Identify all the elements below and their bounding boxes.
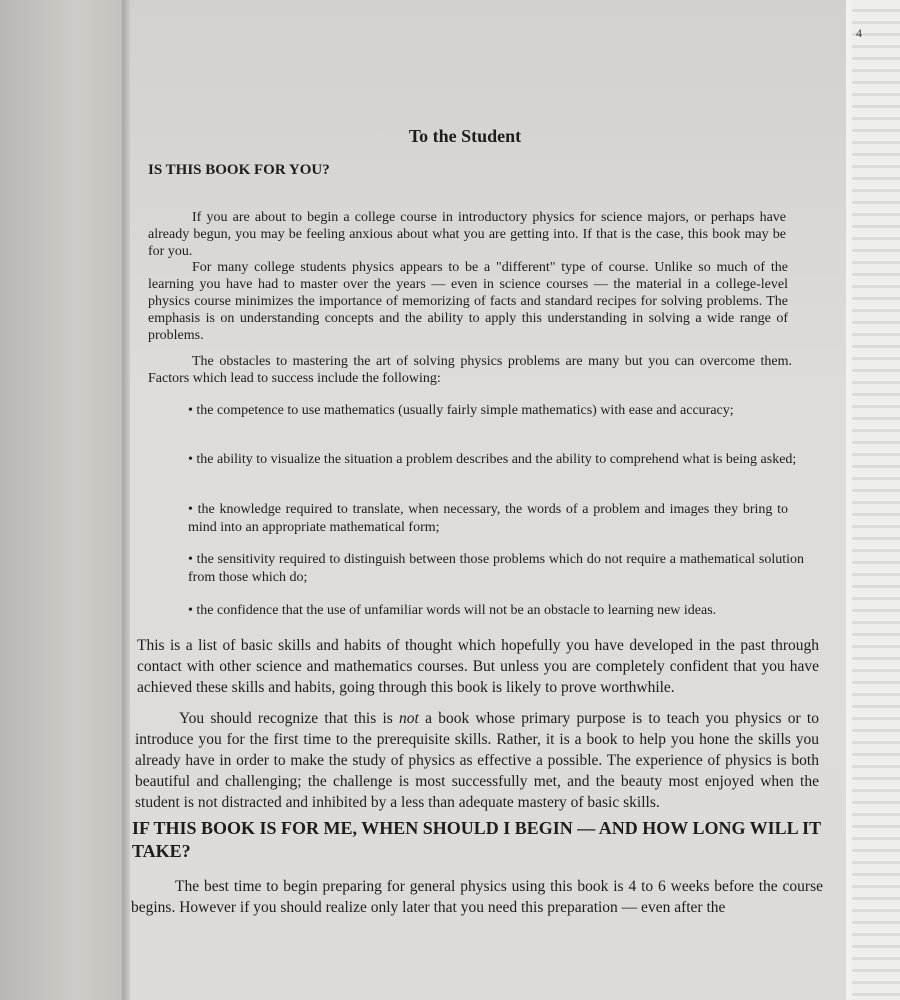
text: You should recognize that this is bbox=[179, 710, 400, 727]
background-surface bbox=[848, 0, 900, 1000]
page-title: To the Student bbox=[408, 126, 522, 146]
bullet-item: • the ability to visualize the situation a problem describes and the ability to comprehend what is being asked; bbox=[188, 452, 797, 467]
bullet-item: • the confidence that the use of unfamiliar words will not be an obstacle to learning new ideas. bbox=[188, 603, 717, 618]
section-heading: IF THIS BOOK IS FOR ME, WHEN SHOULD I BEGIN — AND HOW LONG WILL IT TAKE? bbox=[132, 818, 821, 861]
paragraph bbox=[135, 708, 819, 813]
paragraph: For many college students physics appears to be a "different" type of course. Unlike so much of the learning you have had to master over the years — even in science courses — the material in a college-level physics course minimizes the importance of memorizing of facts and standard recipes for solving problems. The emphasis is on understanding concepts and the ability to apply this understanding in solving a wide range of problems. bbox=[148, 260, 788, 343]
page-mark: 4 bbox=[856, 26, 862, 40]
page-edge bbox=[846, 0, 852, 1000]
emphasis: not bbox=[399, 710, 419, 727]
paragraph: This is a list of basic skills and habits of thought which hopefully you have developed in the past through contact with other science and mathematics courses. But unless you are completely confident that you have achieved these skills and habits, going through this book is likely to prove worthwhile. bbox=[137, 637, 819, 696]
paragraph: If you are about to begin a college course in introductory physics for science majors, or perhaps have already begun, you may be feeling anxious about what you are getting into. If that is the case, this book may be for you. bbox=[148, 210, 786, 259]
paragraph: The best time to begin preparing for general physics using this book is 4 to 6 weeks before the course begins. However if you should realize only later that you need this preparation — even after the bbox=[131, 878, 823, 916]
facing-page bbox=[0, 0, 128, 1000]
bullet-item: • the competence to use mathematics (usually fairly simple mathematics) with ease and accuracy; bbox=[188, 403, 734, 418]
bullet-item: • the knowledge required to translate, when necessary, the words of a problem and images they bring to mind into an appropriate mathematical form; bbox=[188, 502, 788, 535]
text: a book whose primary purpose is to teach you physics or to introduce you for the first time to the prerequisite skills. Rather, it is a book to help you hone the skills you already have in order to make the study of physics as effective a possible. The experience of physics is both beautiful and challenging; the challenge is most successfully met, and the beauty most enjoyed when the student is not distracted and inhibited by a less than adequate mastery of basic skills. bbox=[135, 710, 819, 811]
section-heading: IS THIS BOOK FOR YOU? bbox=[148, 162, 330, 178]
bullet-item: • the sensitivity required to distinguish between those problems which do not require a mathematical solution from those which do; bbox=[188, 552, 804, 585]
paragraph: The obstacles to mastering the art of solving physics problems are many but you can overcome them. Factors which lead to success include the following: bbox=[148, 354, 792, 386]
